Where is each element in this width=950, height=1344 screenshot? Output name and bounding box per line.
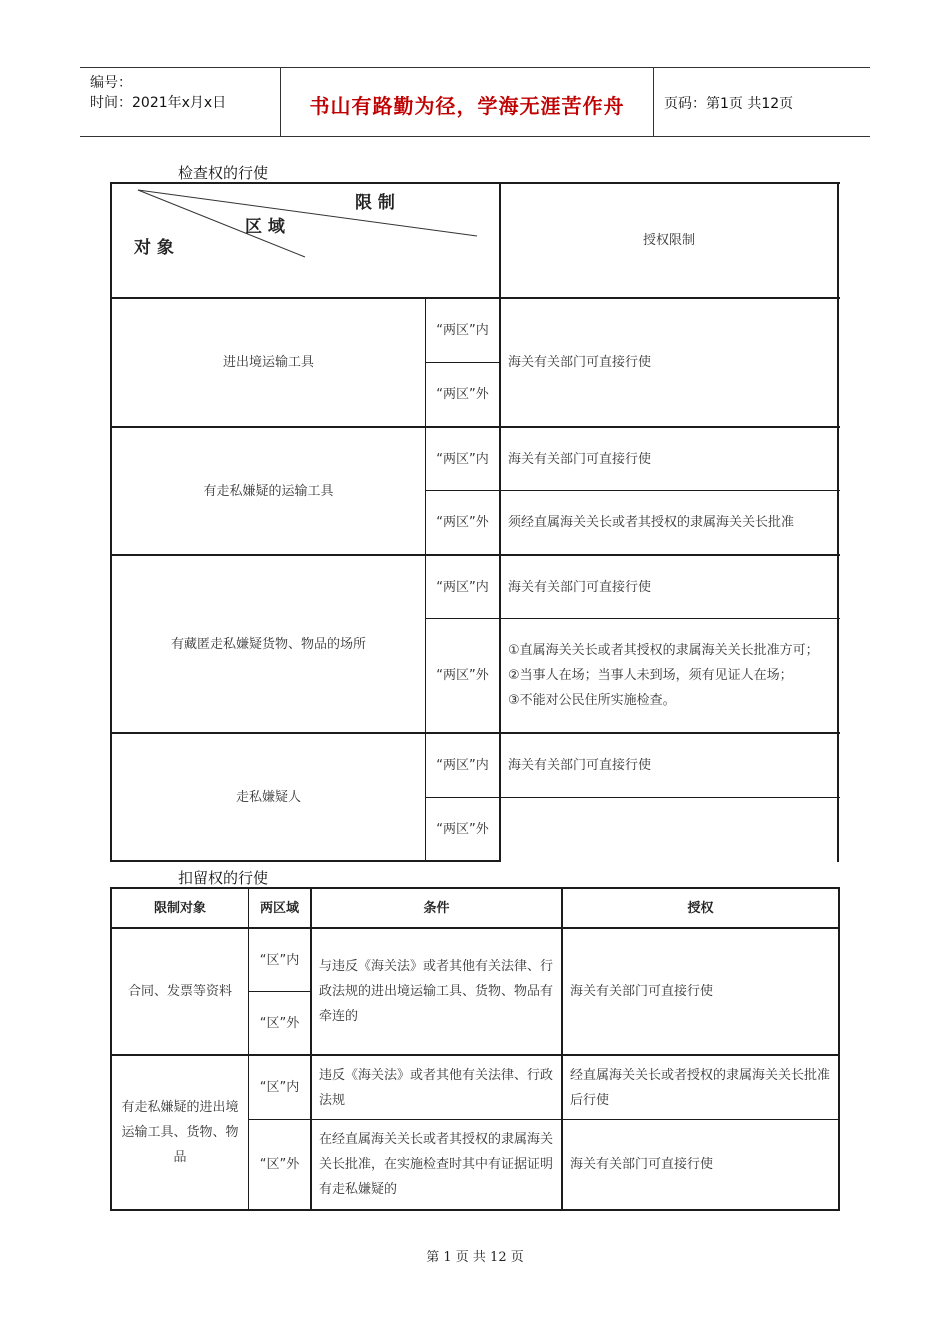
page-counter: 页码：第1页 共12页	[664, 96, 794, 112]
zone-outside-cell: “两区”外	[436, 821, 489, 837]
auth-cell: 海关有关部门可直接行使	[508, 451, 652, 467]
header-motto-cell	[281, 68, 654, 136]
page-footer: 第 1 页 共 12 页	[426, 1250, 524, 1265]
header-meta-cell	[80, 68, 281, 136]
table-border	[837, 182, 839, 862]
auth-cell: 须经直属海关关长或者其授权的隶属海关关长批准	[508, 515, 795, 530]
object-cell: 有走私嫌疑的进出境运输工具、货物、物品	[121, 1100, 239, 1165]
zone-outside-cell: “两区”外	[436, 387, 489, 402]
auth-list-item: ①直属海关关长或者其授权的隶属海关关长批准方可；	[508, 643, 819, 658]
table-border	[110, 1209, 840, 1211]
auth-list-item: ③不能对公民住所实施检查。	[508, 693, 676, 708]
zone-inside-cell: “两区”内	[436, 579, 489, 595]
corner-label-restrict: 限 制	[355, 193, 395, 213]
auth-cell: 经直属海关关长或者授权的隶属海关关长批准后行使	[570, 1067, 831, 1108]
zone-inside-cell: “两区”内	[436, 451, 489, 467]
object-cell: 走私嫌疑人	[235, 789, 301, 805]
table-border	[110, 860, 500, 862]
auth-header: 授权限制	[642, 233, 695, 248]
document-header	[80, 67, 870, 137]
auth-cell: 海关有关部门可直接行使	[508, 579, 652, 595]
zone-inside-cell: “区”内	[259, 952, 300, 968]
zone-inside-cell: “区”内	[259, 1080, 300, 1095]
auth-cell: 海关有关部门可直接行使	[508, 355, 652, 370]
section-title-detention: 扣留权的行使	[178, 869, 269, 887]
header-condition: 条件	[423, 900, 450, 916]
object-cell: 合同、发票等资料	[127, 984, 232, 999]
condition-cell: 与违反《海关法》或者其他有关法律、行政法规的进出境运输工具、货物、物品有牵连的	[319, 959, 554, 1024]
zone-outside-cell: “区”外	[259, 1015, 300, 1031]
object-cell: 有藏匿走私嫌疑货物、物品的场所	[170, 636, 366, 652]
zone-outside-cell: “两区”外	[436, 515, 489, 530]
auth-cell-empty	[501, 798, 837, 860]
detention-table	[110, 887, 840, 1211]
number-label: 编号：	[90, 75, 132, 91]
zone-outside-cell: “两区”外	[436, 668, 489, 683]
header-page-cell	[654, 68, 870, 136]
header-auth: 授权	[687, 900, 714, 916]
auth-cell: 海关有关部门可直接行使	[570, 984, 714, 999]
corner-label-region: 区 域	[245, 217, 285, 237]
motto: 书山有路勤为径，学海无涯苦作舟	[309, 94, 625, 118]
time-label: 时间：2021年x月x日	[90, 95, 227, 111]
auth-cell: 海关有关部门可直接行使	[570, 1157, 714, 1172]
auth-list-item: ②当事人在场；当事人未到场，须有见证人在场；	[508, 668, 793, 683]
condition-cell: 违反《海关法》或者其他有关法律、行政法规	[319, 1067, 554, 1108]
corner-label-object: 对 象	[134, 238, 174, 258]
zone-outside-cell: “区”外	[259, 1157, 300, 1172]
object-cell: 进出境运输工具	[222, 355, 314, 370]
inspection-table	[110, 182, 840, 862]
zone-inside-cell: “两区”内	[436, 323, 489, 338]
header-object: 限制对象	[153, 900, 206, 916]
condition-cell: 在经直属海关关长或者其授权的隶属海关关长批准，在实施检查时其中有证据证明有走私嫌疑的	[319, 1132, 554, 1197]
object-cell: 有走私嫌疑的运输工具	[203, 483, 334, 499]
header-zone: 两区域	[259, 900, 299, 916]
auth-cell: 海关有关部门可直接行使	[508, 758, 652, 773]
table-border	[838, 887, 840, 1211]
auth-cell-list	[501, 619, 837, 732]
zone-inside-cell: “两区”内	[436, 758, 489, 773]
section-title-inspection: 检查权的行使	[178, 164, 269, 182]
